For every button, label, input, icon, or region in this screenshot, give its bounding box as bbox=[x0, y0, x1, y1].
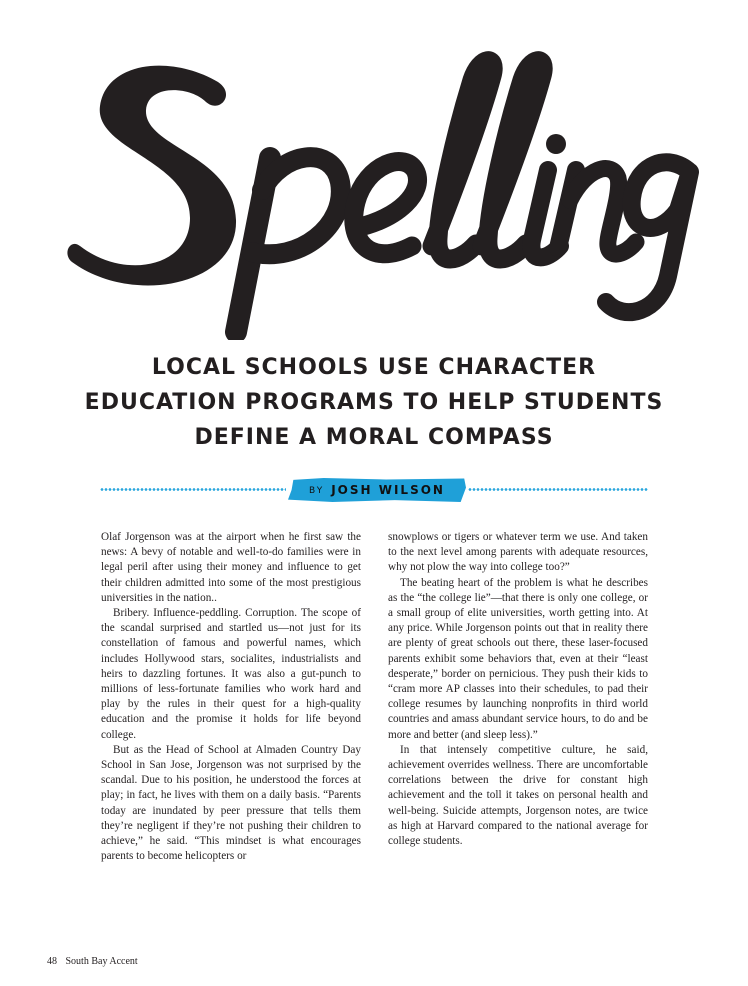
article-column-right bbox=[388, 530, 648, 849]
headline-spelling bbox=[40, 40, 710, 340]
subtitle-line-2: EDUCATION PROGRAMS TO HELP STUDENTS bbox=[84, 390, 664, 415]
page-footer bbox=[47, 956, 138, 967]
byline bbox=[100, 478, 648, 502]
article-paragraph: But as the Head of School at Almaden Country Day School in San Jose, Jorgenson was not surprised by the scandal. Due to his position, he understood the forces at play; in fact, he lives with them on a daily basis. “Parents today are inundated by peer pressure that tells them they’re negligent if they’re not pushing their children to achieve,” he said. “This mindset is what encourages parents to become helicopters or bbox=[101, 743, 361, 863]
article-column-left bbox=[101, 530, 361, 864]
subtitle bbox=[0, 350, 748, 455]
article-paragraph: Bribery. Influence-peddling. Corruption. The scope of the scandal surprised and startled us—not just for its constellation of famous and powerful names, which includes Hollywood stars, socialites, industrialists and heirs to dazzling fortunes. It was also a gut-punch to millions of less-fortunate families who work hard and play by the rules in their quest for a high-quality education and the promise it holds for life beyond college. bbox=[101, 607, 361, 741]
article-paragraph: Olaf Jorgenson was at the airport when he first saw the news: A bevy of notable and well-to-do families were in legal peril after using their money and influence to get their children admitted into some of the most prestigious universities in the nation.. bbox=[101, 531, 361, 604]
article-paragraph: In that intensely competitive culture, he said, achievement overrides wellness. There are uncomfortable correlations between the drive for constant high achievement and the toll it takes on personal health and well-being. Suicide attempts, Jorgenson notes, are twice as high at Harvard compared to the national average for college students. bbox=[388, 743, 648, 848]
subtitle-line-1: LOCAL SCHOOLS USE CHARACTER bbox=[151, 355, 597, 380]
byline-dotted-rule-left bbox=[100, 487, 286, 492]
headline-lettering-graphic bbox=[40, 40, 710, 340]
article-paragraph: snowplows or tigers or whatever term we use. And taken to the next level among parents with adequate resources, why not plow the way into college too?” bbox=[388, 531, 648, 574]
byline-prefix: BY bbox=[309, 486, 325, 496]
article-paragraph: The beating heart of the problem is what he describes as the “the college lie”—that there is only one college, or a small group of elite universities, worth getting into. At any price. While Jorgenson points out that in reality there are plenty of great schools out there, these laser-focused parents exhibit some behaviors that, even at their “least desperate,” border on pernicious. They push their kids to “cram more AP classes into their schedules, to pad their college resumes by launching nonprofits in third world countries and amass abundant service hours, to do and be more and better (and sleep less).” bbox=[388, 576, 648, 741]
byline-author: JOSH WILSON bbox=[331, 483, 445, 497]
byline-dotted-rule-right bbox=[468, 487, 648, 492]
subtitle-line-3: DEFINE A MORAL COMPASS bbox=[194, 425, 554, 450]
publication-name: South Bay Accent bbox=[65, 956, 138, 967]
page-number: 48 bbox=[47, 956, 57, 967]
byline-text bbox=[288, 478, 466, 502]
